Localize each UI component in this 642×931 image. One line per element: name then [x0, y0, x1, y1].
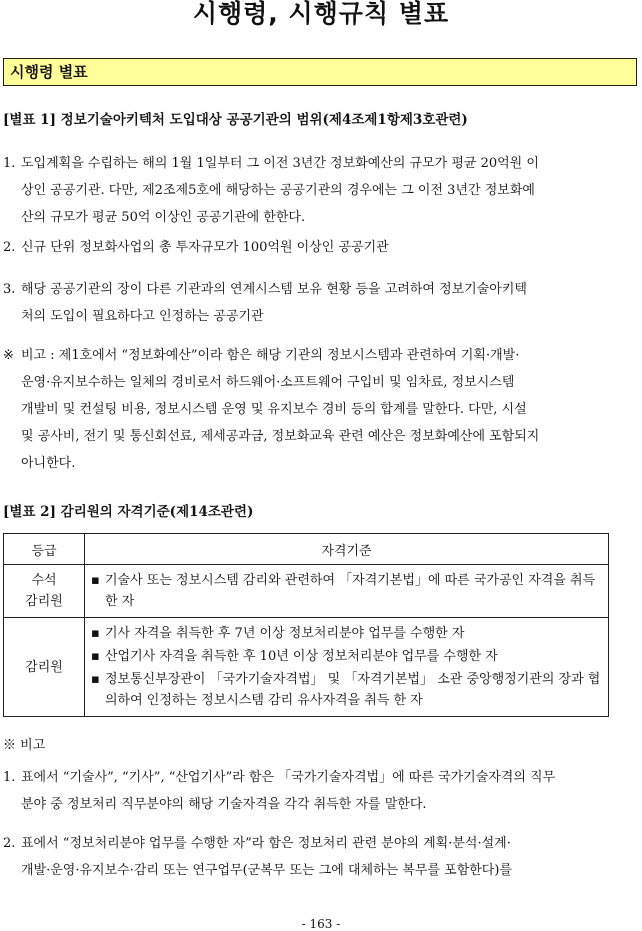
criteria-item: ▪ 기술사 또는 정보시스템 감리와 관련하여 「자격기본법」에 따른 국가공인 자격을 취득한 자	[91, 570, 604, 612]
criteria-cell	[85, 618, 609, 717]
table-header-row	[4, 534, 609, 565]
annex2-heading: [별표 2] 감리원의 자격기준(제14조관련)	[3, 504, 254, 520]
header-grade: 등급	[4, 534, 85, 565]
annex1-item-3-line-1: 해당 공공기관의 장이 다른 기관과의 연계시스템 보유 현황 등을 고려하여 정보기술아키텍	[21, 282, 527, 297]
annex2-note-2: 2. 표에서 “정보처리분야 업무를 수행한 자”라 함은 정보처리 관련 분야의 계획·분석·설계· 개발·운영·유지보수·감리 또는 연구업무(군복무 또는 그에 대체하는 복무를 포함한다)를	[3, 830, 635, 884]
criteria-item: ▪ 기사 자격을 취득한 후 7년 이상 정보처리분야 업무를 수행한 자	[91, 623, 604, 644]
annex1-item-1-line-1: 도입계획을 수립하는 해의 1월 1일부터 그 이전 3년간 정보화예산의 규모가 평균 20억원 이	[21, 156, 539, 171]
annex2-note-mark: ※ 비고	[3, 738, 46, 753]
annex1-item-1: 1. 도입계획을 수립하는 해의 1월 1일부터 그 이전 3년간 정보화예산의 규모가 평균 20억원 이 상인 공공기관. 다만, 제2조제5호에 해당하는 공공기관의 경우에는 그 이전 3년간 정보화예 산의 규모가 평균 50억 이상인 공공기관에 한한다.	[3, 150, 635, 231]
annex1-heading: [별표 1] 정보기술아키텍처 도입대상 공공기관의 범위(제4조제1항제3호관련)	[3, 112, 468, 128]
annex2-note-1-line-2: 분야 중 정보처리 직무분야의 해당 기술자격을 각각 취득한 자를 말한다.	[21, 797, 427, 812]
annex2-note-1-line-1: 표에서 “기술사”, “기사”, “산업기사”라 함은 「국가기술자격법」에 따른 국가기술자격의 직무	[21, 770, 556, 785]
grade-cell: 감리원	[4, 618, 85, 717]
annex1-note-line-3: 개발비 및 컨설팅 비용, 정보시스템 운영 및 유지보수 경비 등의 합계를 말한다. 다만, 시설	[21, 402, 527, 417]
annex1-note-line-1: 비고 : 제1호에서 “정보화예산”이라 함은 해당 기관의 정보시스템과 관련하여 기획·개발·	[21, 348, 520, 363]
annex1-item-1-line-2: 상인 공공기관. 다만, 제2조제5호에 해당하는 공공기관의 경우에는 그 이전 3년간 정보화예	[21, 183, 535, 198]
table-row	[4, 618, 609, 717]
annex1-note-line-2: 운영·유지보수하는 일체의 경비로서 하드웨어·소프트웨어 구입비 및 임차료, 정보시스템	[21, 375, 515, 390]
annex1-note-line-5: 아니한다.	[21, 456, 76, 471]
annex1-note-line-4: 및 공사비, 전기 및 통신회선료, 제세공과금, 정보화교육 관련 예산은 정보화예산에 포함되지	[21, 429, 540, 444]
grade-cell: 수석 감리원	[4, 565, 85, 618]
annex1-item-1-line-3: 산의 규모가 평균 50억 이상인 공공기관에 한한다.	[21, 210, 306, 225]
page-title: 시행령, 시행규칙 별표	[192, 0, 450, 28]
annex1-note: ※ 비고 : 제1호에서 “정보화예산”이라 함은 해당 기관의 정보시스템과 관련하여 기획·개발· 운영·유지보수하는 일체의 경비로서 하드웨어·소프트웨어 구입비 및 임차료, 정보시스템 개발비 및 컨설팅 비용, 정보시스템 운영 및 유지보수 경비 등의 합계를 말한다. 다만, 시설 및 공사비, 전기 및 통신회선료, 제세공과금, 정보화교육 관련 예산은 정보화예산에 포함되지 아니한다.	[3, 342, 635, 477]
bullet-icon: ▪	[91, 649, 100, 664]
bullet-icon: ▪	[91, 626, 100, 641]
annex2-note-2-line-1: 표에서 “정보처리분야 업무를 수행한 자”라 함은 정보처리 관련 분야의 계획·분석·설계·	[21, 836, 511, 851]
bullet-icon: ▪	[91, 672, 100, 687]
annex2-note-1: 1. 표에서 “기술사”, “기사”, “산업기사”라 함은 「국가기술자격법」에 따른 국가기술자격의 직무 분야 중 정보처리 직무분야의 해당 기술자격을 각각 취득한 자를 말한다.	[3, 764, 635, 818]
annex1-item-3: 3. 해당 공공기관의 장이 다른 기관과의 연계시스템 보유 현황 등을 고려하여 정보기술아키텍 처의 도입이 필요하다고 인정하는 공공기관	[3, 276, 635, 330]
table-row	[4, 565, 609, 618]
criteria-item: ▪ 정보통신부장관이 「국가기술자격법」 및 「자격기본법」 소관 중앙행정기관의 장과 협의하여 인정하는 정보시스템 감리 유사자격을 취득 한 자	[91, 669, 604, 711]
annex1-item-2: 2. 신규 단위 정보화사업의 총 투자규모가 100억원 이상인 공공기관	[3, 240, 389, 255]
section-title: 시행령 별표	[3, 58, 637, 86]
page-number: - 163 -	[301, 917, 341, 931]
bullet-icon: ▪	[91, 573, 100, 588]
annex1-item-2-line-1: 신규 단위 정보화사업의 총 투자규모가 100억원 이상인 공공기관	[21, 240, 389, 255]
annex2-note-2-line-2: 개발·운영·유지보수·감리 또는 연구업무(군복무 또는 그에 대체하는 복무를 포함한다)를	[21, 863, 512, 878]
qualification-table	[3, 533, 609, 717]
annex1-item-3-line-2: 처의 도입이 필요하다고 인정하는 공공기관	[21, 309, 264, 324]
criteria-cell	[85, 565, 609, 618]
criteria-item: ▪ 산업기사 자격을 취득한 후 10년 이상 정보처리분야 업무를 수행한 자	[91, 646, 604, 667]
header-criteria: 자격기준	[85, 534, 609, 565]
